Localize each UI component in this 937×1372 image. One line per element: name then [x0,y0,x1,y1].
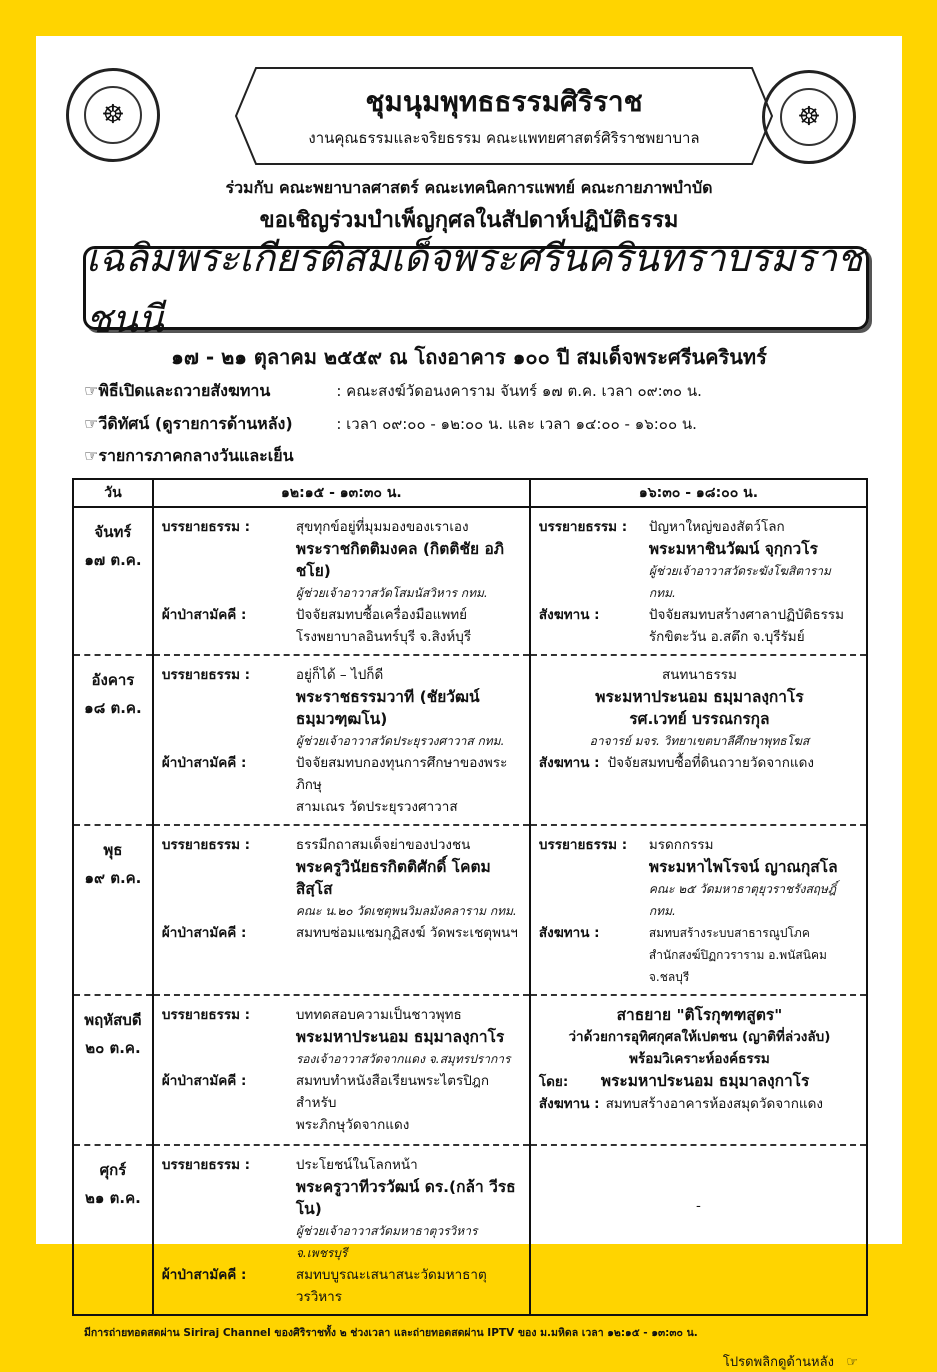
info-video [84,412,697,437]
session-title: สนทนาธรรม [662,667,737,683]
topic: ธรรมีกถาสมเด็จย่าของปวงชน [295,837,471,853]
topic: อยู่ก็ได้ – ไปก็ดี [295,667,384,683]
robe-purpose: สมทบทำหนังสือเรียนพระไตรปิฎกสำหรับ [295,1073,490,1111]
topic: สุขทุกข์อยู่ที่มุมมองของเราเอง [295,519,469,535]
robe-label: ผ้าป่าสามัคคี : [161,755,247,771]
info-value: : คณะสงฆ์วัดอนงคาราม จันทร์ ๑๗ ต.ค. เวลา ๐๙:๓๐ น. [336,382,702,400]
offering-label: สังฆทาน : [538,607,600,623]
col-header-midday: ๑๒:๑๕ - ๑๓:๓๐ น. [153,479,530,507]
dhamma-club-logo-right [762,70,856,164]
day-name: พุธ [103,841,123,859]
day-cell [73,507,153,655]
offering-label: สังฆทาน : [538,925,600,941]
day-date: ๑๘ ต.ค. [84,699,142,717]
day-cell [73,825,153,995]
day-name: อังคาร [91,671,135,689]
table-row [73,995,867,1145]
speaker: พระราชกิตติมงคล (กิตติชัย อภิชโย) [295,540,504,580]
info-value: : เวลา ๐๙:๐๐ - ๑๒:๐๐ น. และ เวลา ๑๔:๐๐ - ๑๖:๐๐ น. [336,415,697,433]
session-subtitle: พร้อมวิเคราะห์องค์ธรรม [629,1051,770,1067]
offering-purpose: รักขิตะวัน อ.สตึก จ.บุรีรัมย์ [648,629,805,645]
lecture-label: บรรยายธรรม : [161,1007,251,1023]
day-date: ๒๐ ต.ค. [85,1039,141,1057]
empty-dash: - [696,1198,701,1214]
siriraj-logo-left [66,68,160,162]
day-name: ศุกร์ [99,1161,127,1179]
evening-cell [530,655,867,825]
session-title: สาธยาย "ติโรกุฑฑสูตร" [616,1006,783,1024]
schedule-section [72,478,868,1372]
club-title: ชุมนุมพุทธธรรมศิริราช [365,85,643,118]
lecture-label: บรรยายธรรม : [161,667,251,683]
table-row [73,655,867,825]
day-date: ๒๑ ต.ค. [85,1189,141,1207]
topic: บททดสอบความเป็นชาวพุทธ [295,1007,462,1023]
partners-line: ร่วมกับ คณะพยาบาลศาสตร์ คณะเทคนิคการแพทย์ คณะกายภาพบำบัด [225,178,713,197]
speaker-role: ผู้ช่วยเจ้าอาวาสวัดโสมนัสวิหาร กทม. [295,586,488,600]
robe-label: ผ้าป่าสามัคคี : [161,1267,247,1283]
evening-cell [530,825,867,995]
midday-cell [153,655,530,825]
robe-label: ผ้าป่าสามัคคี : [161,607,247,623]
info-label: พิธีเปิดและถวายสังฆทาน [98,381,271,400]
table-header-row [73,479,867,507]
speaker-role: ผู้ช่วยเจ้าอาวาสวัดมหาธาตุวรวิหาร จ.เพชรบุรี [295,1224,478,1260]
topic: ปัญหาใหญ่ของสัตว์โลก [648,519,785,535]
offering-label: สังฆทาน : [538,1096,600,1112]
speaker: พระราชธรรมวาที (ชัยวัฒน์ ธมฺมวฑฺฒโน) [295,688,480,728]
speaker-role: ผู้ช่วยเจ้าอาวาสวัดประยุรวงศาวาส กทม. [295,734,505,748]
flip-text: โปรดพลิกดูด้านหลัง [722,1355,834,1370]
header-frame [234,66,774,166]
offering-purpose: ปัจจัยสมทบสร้างศาลาปฏิบัติธรรม [648,607,845,623]
broadcast-note: มีการถ่ายทอดสดผ่าน Siriraj Channel ของศิริราชทั้ง ๒ ช่วงเวลา และถ่ายทอดสดผ่าน IPTV ของ ม.มหิดล เวลา ๑๒:๑๕ - ๑๓:๓๐ น. [84,1327,698,1339]
table-row [73,507,867,655]
robe-purpose: ปัจจัยสมทบซื้อเครื่องมือแพทย์ [295,607,468,623]
topic: ประโยชน์ในโลกหน้า [295,1157,418,1173]
col-header-day: วัน [73,479,153,507]
day-name: จันทร์ [94,523,132,541]
speaker: รศ.เวทย์ บรรณกรกุล [629,710,770,728]
speaker: พระครูวินัยธรกิตติศักดิ์ โคตมสิสฺโส [295,858,491,898]
midday-cell [153,825,530,995]
offering-purpose: สำนักสงฆ์ปิฏกวราราม อ.พนัสนิคม จ.ชลบุรี [648,948,827,984]
day-cell [73,995,153,1145]
robe-purpose: โรงพยาบาลอินทร์บุรี จ.สิงห์บุรี [295,629,472,645]
robe-purpose: ปัจจัยสมทบกองทุนการศึกษาของพระภิกษุ [295,755,508,793]
club-subtitle: งานคุณธรรมและจริยธรรม คณะแพทยศาสตร์ศิริราชพยาบาล [308,129,700,147]
speaker: พระมหาชินวัฒน์ จฺกฺกวโร [648,540,818,558]
invitation-heading: ขอเชิญร่วมบำเพ็ญกุศลในสัปดาห์ปฏิบัติธรรม [259,208,679,233]
evening-cell [530,995,867,1145]
speaker-role: คณะ น.๒๐ วัดเชตุพนวิมลมังคลาราม กทม. [295,904,517,918]
speaker-role: รองเจ้าอาวาสวัดจากแดง จ.สมุทรปราการ [295,1052,511,1066]
offering-purpose: สมทบสร้างอาคารห้องสมุดวัดจากแดง [605,1096,823,1112]
pointing-hand-icon: ☞ [846,1355,858,1370]
midday-cell [153,995,530,1145]
pointing-hand-icon: ☞ [84,414,99,433]
session-subtitle: ว่าด้วยการอุทิศกุศลให้เปตชน (ญาติที่ล่วงลับ) [568,1029,831,1045]
speaker: พระมหาไพโรจน์ ญาณกุสโล [648,858,838,876]
day-name: พฤหัสบดี [84,1011,142,1029]
schedule-table [72,478,868,1316]
robe-purpose: พระภิกษุวัดจากแดง [295,1117,410,1133]
table-row [73,1145,867,1315]
day-cell [73,655,153,825]
lecture-label: บรรยายธรรม : [161,1157,251,1173]
speaker: พระมหาประนอม ธมฺมาลงฺกาโร [295,1028,505,1046]
poster-page [36,36,902,1370]
offering-purpose: ปัจจัยสมทบซื้อที่ดินถวายวัดจากแดง [607,755,814,771]
speaker: พระมหาประนอม ธมฺมาลงฺกาโร [595,688,804,706]
by-label: โดย: [538,1074,569,1090]
day-cell [73,1145,153,1315]
speaker-role: ผู้ช่วยเจ้าอาวาสวัดระฆังโฆสิตาราม กทม. [648,564,831,600]
info-schedule [84,444,294,469]
flip-over-note [72,1351,868,1372]
table-row [73,825,867,995]
offering-purpose: สมทบสร้างระบบสาธารณูปโภค [648,926,810,940]
midday-cell [153,507,530,655]
evening-cell [530,507,867,655]
info-label: รายการภาคกลางวันและเย็น [98,446,294,465]
robe-purpose: สมทบบูรณะเสนาสนะวัดมหาธาตุวรวิหาร [295,1267,487,1305]
date-venue: ๑๗ - ๒๑ ตุลาคม ๒๕๕๙ ณ โถงอาคาร ๑๐๐ ปี สมเด็จพระศรีนครินทร์ [171,345,767,369]
day-date: ๑๙ ต.ค. [84,869,142,887]
info-opening [84,379,702,404]
speaker: พระมหาประนอม ธมฺมาลงฺกาโร [600,1072,810,1090]
lecture-label: บรรยายธรรม : [538,837,628,853]
robe-label: ผ้าป่าสามัคคี : [161,1073,247,1089]
midday-cell [153,1145,530,1315]
commemoration-banner: เฉลิมพระเกียรติสมเด็จพระศรีนครินทราบรมราชชนนี [83,246,869,330]
col-header-evening: ๑๖:๓๐ - ๑๘:๐๐ น. [530,479,867,507]
info-label: วีดิทัศน์ (ดูรายการด้านหลัง) [98,414,293,433]
speaker: พระครูวาทีวรวัฒน์ ดร.(กล้า วีรธโน) [295,1178,516,1218]
lecture-label: บรรยายธรรม : [161,837,251,853]
emblem-icon: ☸ [84,86,142,144]
offering-label: สังฆทาน : [538,755,600,771]
speaker-role: คณะ ๒๕ วัดมหาธาตุยุวราชรังสฤษฎิ์ กทม. [648,882,837,918]
speaker-role: อาจารย์ มจร. วิทยาเขตบาลีศึกษาพุทธโฆส [589,734,810,748]
pointing-hand-icon: ☞ [84,446,99,465]
lecture-label: บรรยายธรรม : [161,519,251,535]
pointing-hand-icon: ☞ [84,381,99,400]
evening-cell-empty [530,1145,867,1315]
topic: มรดกกรรม [648,837,714,853]
day-date: ๑๗ ต.ค. [84,551,142,569]
buddha-emblem-icon: ☸ [780,88,838,146]
robe-purpose: สมทบซ่อมแซมกุฏิสงฆ์ วัดพระเชตุพนฯ [295,925,518,941]
lecture-label: บรรยายธรรม : [538,519,628,535]
robe-purpose: สามเณร วัดประยุรวงศาวาส [295,799,458,815]
robe-label: ผ้าป่าสามัคคี : [161,925,247,941]
